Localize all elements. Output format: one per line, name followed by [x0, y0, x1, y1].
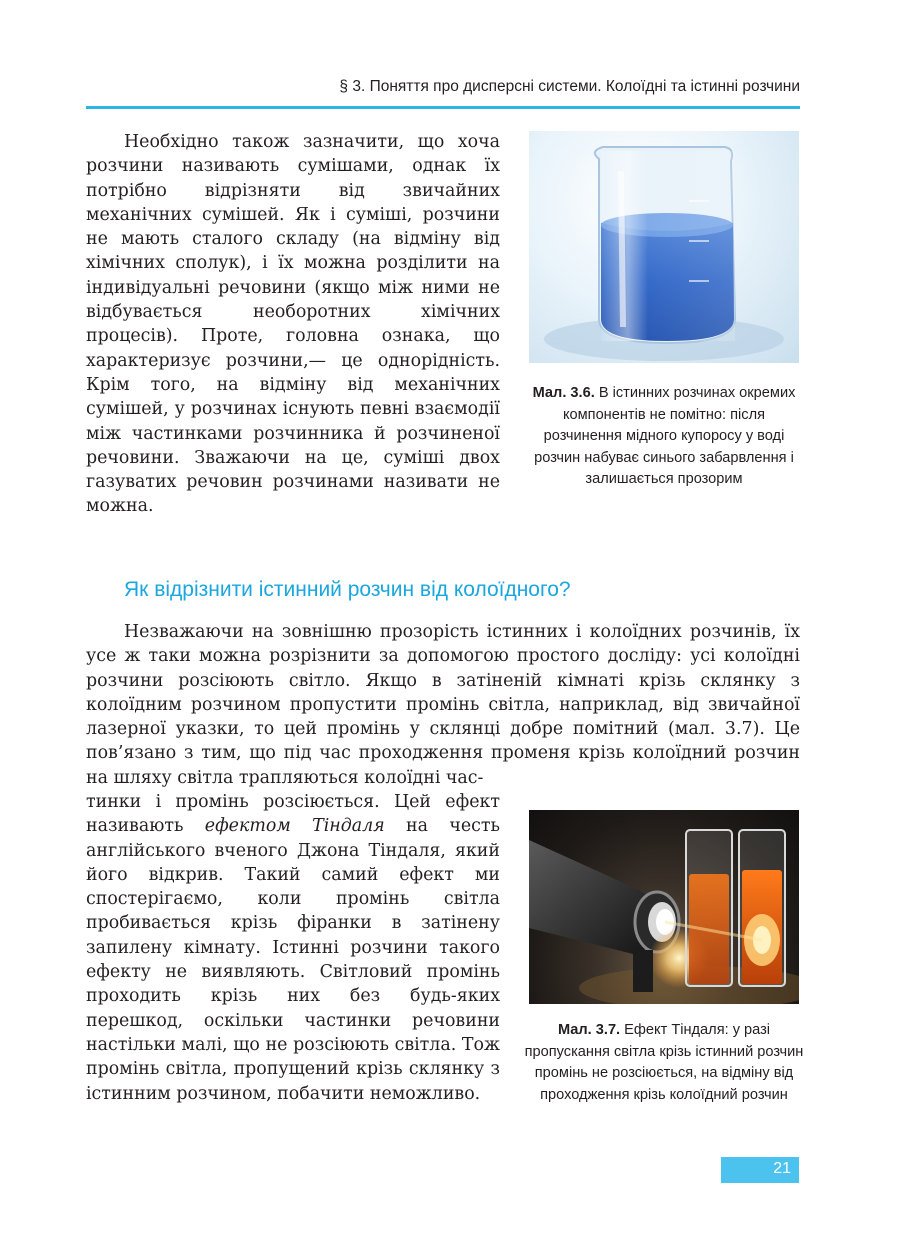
- section-heading: Як відрізнити істинний розчин від колоїдного?: [124, 578, 571, 601]
- paragraph-solutions-mixtures: Необхідно також зазначити, що хоча розчини називають сумішами, однак їх потрібно відрізняти від звичайних механічних сумішей. Як і суміші, розчини не мають сталого складу (на відміну від хімічних сполук), і їх можна розділити на індивідуальні речовини (якщо між ними не відбувається необоротних хімічних процесів). Проте, головна ознака, що характеризує розчини,— це однорідність. Крім того, на відміну від механічних сумішей, у розчинах існують певні взаємодії між частинками розчинника й розчиненої речовини. Зважаючи на це, суміші двох газуватих речовин розчинами називати не можна.: [86, 132, 500, 517]
- figure-3-7-image: [529, 810, 799, 1004]
- running-header: § 3. Поняття про дисперсні системи. Колоїдні та істинні розчини: [339, 78, 800, 95]
- figure-3-7-caption: [522, 1020, 806, 1106]
- paragraph-colloid-distinction: Незважаючи на зовнішню прозорість істинних і колоїдних розчинів, їх усе ж таки можна розрізнити за допомогою простого досліду: усі колоїдні розчини розсіюють світло. Якщо в затіненій кімнаті крізь склянку з колоїдним розчином пропустити промінь світла, наприклад, від звичайної лазерної указки, то цей промінь у склянці добре помітний (мал. 3.7). Це пов’язано з тим, що під час проходження променя крізь колоїдний розчин на шляху світла трапляються колоїдні час-: [86, 622, 800, 788]
- tyndall-experiment-illustration: [529, 810, 799, 1004]
- figure-3-7-text: Ефект Тіндаля: у разі пропускання світла крізь істинний розчин промінь не розсіюється, на відміну від проходження крізь колоїдний розчин: [524, 1022, 804, 1103]
- beaker-blue-solution-illustration: [529, 131, 799, 363]
- figure-3-7-label: Мал. 3.7.: [557, 1022, 621, 1038]
- tyndall-text-end: на честь англійського вченого Джона Тіндаля, який його відкрив. Такий самий ефект ми спостерігаємо, коли промінь світла пробивається крізь фіранки в затінену запилену кімнату. Істинні розчини такого ефекту не виявляють. Світловий промінь проходить крізь них без будь-яких перешкод, оскільки частинки речовини настільки малі, що не розсіюють світла. Тож промінь світла, пропущений крізь склянку з істинним розчином, побачити неможливо.: [86, 816, 500, 1104]
- page-number: 21: [773, 1160, 791, 1177]
- paragraph-tyndall-effect: [86, 790, 500, 1106]
- figure-3-6-text: В істинних розчинах окремих компонентів не помітно: після розчинення мідного купоросу у воді розчин набуває синього забарвлення і залишається прозорим: [534, 385, 796, 487]
- header-rule: [86, 106, 800, 109]
- page-number-box: [721, 1157, 799, 1183]
- tyndall-text-start: тинки і промінь розсіюється. Цей ефект називають: [86, 792, 500, 837]
- tyndall-term: ефектом Тіндаля: [204, 816, 385, 837]
- figure-3-6-caption: [522, 383, 806, 491]
- figure-3-6-label: Мал. 3.6.: [532, 385, 595, 401]
- figure-3-6-image: [529, 131, 799, 363]
